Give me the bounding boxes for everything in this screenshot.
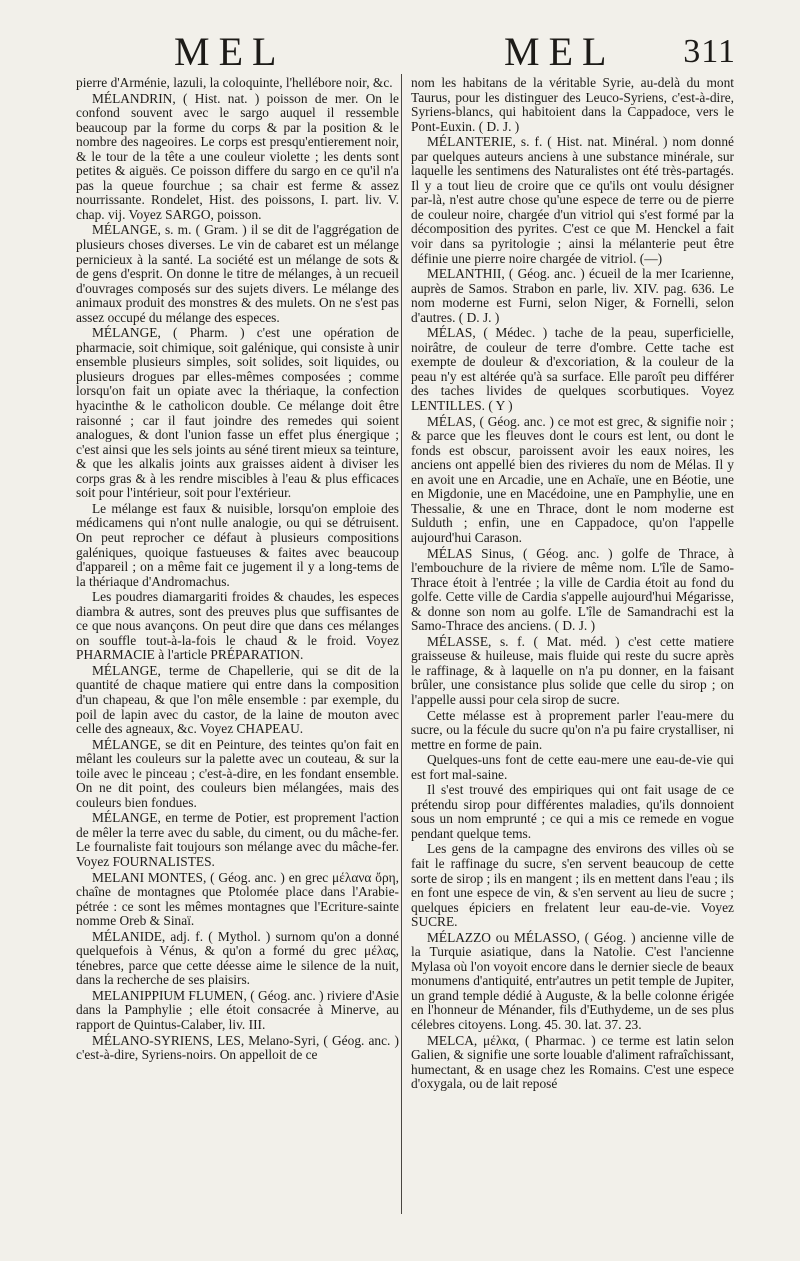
entry: Les gens de la campagne des environs des villes où se fait le raffinage du sucre, s'en servent beaucoup de cette sorte de sirop ; ils en mangent ; ils en mettent dans l'eau ; ils en font une espece de vin, & s'en servent au lieu de sucre ; quelques épiciers en frelatent leur eau-de-vie. Voyez SUCRE. [411,841,734,930]
entry: MÉLAS Sinus, ( Géog. anc. ) golfe de Thrace, à l'embouchure de la riviere de même nom. L'île de Samo-Thrace étoit à l'entrée ; la ville de Cardia étoit au fond du golfe. Cette ville de Cardia s'appelle aujourd'hui Mégarisse, & donne son nom au golfe. L'île de Samandrachi est la Samo-Thrace des anciens. ( D. J. ) [411,545,734,634]
entry: Cette mélasse est à proprement parler l'eau-mere du sucre, ou la fécule du sucre qu'on n'a pu faire crystalliser, ni mettre en forme de pain. [411,707,734,752]
entry: MÉLANTERIE, s. f. ( Hist. nat. Minéral. ) nom donné par quelques auteurs anciens à une substance minérale, sur laquelle les sentimens des Naturalistes ont été très-partagés. Il y a tout lieu de croire que ce qu'ils ont voulu désigner par-là, n'est autre chose qu'une espece de terre ou de pierre de couleur noire, chargée d'un vitriol qui s'est formé par la décomposition des pyrites. C'est ce que M. Henckel a fait voir dans sa pyritologie ; ainsi la mélanterie peut être définie une pierre noire chargée de vitriol. (—) [411,134,734,266]
entry: MELANIPPIUM FLUMEN, ( Géog. anc. ) riviere d'Asie dans la Pamphylie ; elle étoit consacrée à Minerve, au rapport de Quintus-Calaber, liv. III. [76,987,399,1032]
entry: MÉLANGE, en terme de Potier, est proprement l'action de mêler la terre avec du sable, du ciment, ou du mâche-fer. Le fournaliste fait toujours son mélange avec du mâche-fer. Voyez FOURNALISTES. [76,810,399,869]
right-headword: MEL [504,29,616,74]
left-headword: MEL [174,29,286,74]
entry: MÉLANIDE, adj. f. ( Mythol. ) surnom qu'on a donné quelquefois à Vénus, & qu'on a formé du grec μέλας, ténebres, parce que cette déesse aime le silence de la nuit, dans la recherche de ses plaisirs. [76,928,399,988]
entry: MÉLAS, ( Médec. ) tache de la peau, superficielle, noirâtre, de couleur de terre d'ombre. Cette tache est exempte de douleur & d'excoriation, & la couleur de la peau n'y est altérée qu'à sa surface. Elle paroît peu différer des taches livides de quelques scorbutiques. Voyez LENTILLES. ( Y ) [411,325,734,414]
running-header [64,28,736,78]
entry: MÉLANGE, ( Pharm. ) c'est une opération de pharmacie, soit chimique, soit galénique, qui consiste à unir ensemble plusieurs simples, soit solides, soit liquides, ou plusieurs drogues par elles-mêmes composées ; comme lorsqu'on fait un opiate avec la thériaque, la confection hyacinthe & le catholicon double. Ce mélange doit être raisonné ; car il faut joindre des remedes qui soient analogues, & dont l'union fasse un effet plus énergique ; c'est ainsi que les sels joints au séné tirent mieux sa teinture, & que les alkalis joints aux graisses aident à diviser les corps gras & à les rendre miscibles à l'eau & plus efficaces soit pour l'intérieur, soit pour l'extérieur. [76,325,399,501]
entry: MÉLANO-SYRIENS, LES, Melano-Syri, ( Géog. anc. ) c'est-à-dire, Syriens-noirs. On appelloit de ce [76,1032,399,1063]
entry: Il s'est trouvé des empiriques qui ont fait usage de ce prétendu sirop pour différentes maladies, qu'ils donnoient sous un nom emprunté ; ce qui a mis ce remede en vogue pendant quelque tems. [411,782,734,841]
entry: MÉLANGE, se dit en Peinture, des teintes qu'on fait en mêlant les couleurs sur la palette avec un couteau, & sur la toile avec le pinceau ; c'est-à-dire, en les fondant ensemble. On ne dit point, des couleurs bien mélangées, mais des couleurs bien fondues. [76,736,399,810]
page-number: 311 [683,33,736,70]
column-divider [401,74,402,1214]
entry: MÉLAZZO ou MÉLASSO, ( Géog. ) ancienne ville de la Turquie asiatique, dans la Natolie. C'est l'ancienne Mylasa où l'on voyoit encore dans le dernier siecle de beaux monumens d'antiquité, entr'autres un petit temple de Jupiter, un grand temple dédié à Auguste, & la belle colonne érigée en l'honneur de Ménander, fils d'Euthydeme, un de ses plus célebres citoyens. Long. 45. 30. lat. 37. 23. [411,929,734,1032]
left-column [76,76,399,1216]
right-column [411,76,734,1216]
entry: MÉLANDRIN, ( Hist. nat. ) poisson de mer. On le confond souvent avec le sargo auquel il ressemble beaucoup par la forme du corps & par la position & le nombre des nageoires. Le corps est presqu'entierement noir, & le tour de la tête a une couleur violette ; les dents sont petites & aiguës. Ce poisson differe du sargo en ce qu'il n'a pas la queue fourchue ; sa chair est ferme & assez nourrissante. Rondelet, Hist. des poissons, I. part. liv. V. chap. vij. Voyez SARGO, poisson. [76,90,399,222]
entry: MÉLASSE, s. f. ( Mat. méd. ) c'est cette matiere graisseuse & huileuse, mais fluide qui reste du sucre après le raffinage, & à laquelle on n'a pu donner, en la faisant brûler, une consistance plus solide que celle du sirop ; on l'appelle aussi pour cela sirop de sucre. [411,633,734,707]
entry: MÉLANGE, terme de Chapellerie, qui se dit de la quantité de chaque matiere qui entre dans la composition d'un chapeau, & que l'on mêle ensemble : par exemple, du poil de lapin avec du castor, de la laine de mouton avec celle des agneaux, &c. Voyez CHAPEAU. [76,662,399,737]
entry: MÉLAS, ( Géog. anc. ) ce mot est grec, & signifie noir ; & parce que les fleuves dont le cours est lent, ou dont le fonds est obscur, paroissent avoir les eaux noires, les anciens ont appellé bien des rivieres du nom de Mélas. Il y en avoit une en Arcadie, une en Achaïe, une en Béotie, une en Migdonie, une en Macédoine, une en Pamphylie, une en Thessalie, & une en Thrace, dont le nom moderne est Sulduth ; enfin, une en Cappadoce, qu'on l'appelle aujourd'hui Carason. [411,413,734,545]
entry: MELANTHII, ( Géog. anc. ) écueil de la mer Icarienne, auprès de Samos. Strabon en parle, liv. XIV. pag. 636. Le nom moderne est Furni, selon Niger, & Fornelli, selon d'autres. ( D. J. ) [411,266,734,325]
entry: Les poudres diamargariti froides & chaudes, les especes diambra & autres, sont des preuves plus que suffisantes de ce que nous avançons. On peut dire que dans ces mélanges on souffle tout-à-la-fois le chaud & le froid. Voyez PHARMACIE à l'article PRÉPARATION. [76,589,399,663]
entry: MÉLANGE, s. m. ( Gram. ) il se dit de l'aggrégation de plusieurs choses diverses. Le vin de cabaret est un mélange pernicieux à la santé. La société est un mélange de sots & de gens d'esprit. On donne le titre de mélanges, à un recueil d'ouvrages composés sur des sujets divers. Le mélange des animaux produit des monstres & des mulets. On ne s'est pas assez occupé du mélange des especes. [76,222,399,325]
entry: MELCA, μέλκα, ( Pharmac. ) ce terme est latin selon Galien, & signifie une sorte louable d'aliment rafraîchissant, humectant, & en usage chez les Romains. C'est une espece d'oxygala, ou de lait reposé [411,1032,734,1092]
entry: pierre d'Arménie, lazuli, la coloquinte, l'hellébore noir, &c. [76,76,393,90]
entry: nom les habitans de la véritable Syrie, au-delà du mont Taurus, pour les distinguer des Leuco-Syriens, c'est-à-dire, Syriens-blancs, qui habitoient dans la Cappadoce, vers le Pont-Euxin. ( D. J. ) [411,76,734,134]
entry: Le mélange est faux & nuisible, lorsqu'on emploie des médicamens qui n'ont nulle analogie, ou qui se détruisent. On peut reprocher ce défaut à plusieurs compositions galéniques, quoique fastueuses & faites avec beaucoup d'appareil ; on a même fait ce jugement il y a long-tems de la thériaque d'Andromachus. [76,500,399,589]
entry: Quelques-uns font de cette eau-mere une eau-de-vie qui est fort mal-saine. [411,752,734,782]
entry: MELANI MONTES, ( Géog. anc. ) en grec μέλανα ὄρη, chaîne de montagnes que Ptolomée place dans l'Arabie-pétrée : ce sont les mêmes montagnes que l'Ecriture-sainte nomme Oreb & Sinaï. [76,869,399,929]
